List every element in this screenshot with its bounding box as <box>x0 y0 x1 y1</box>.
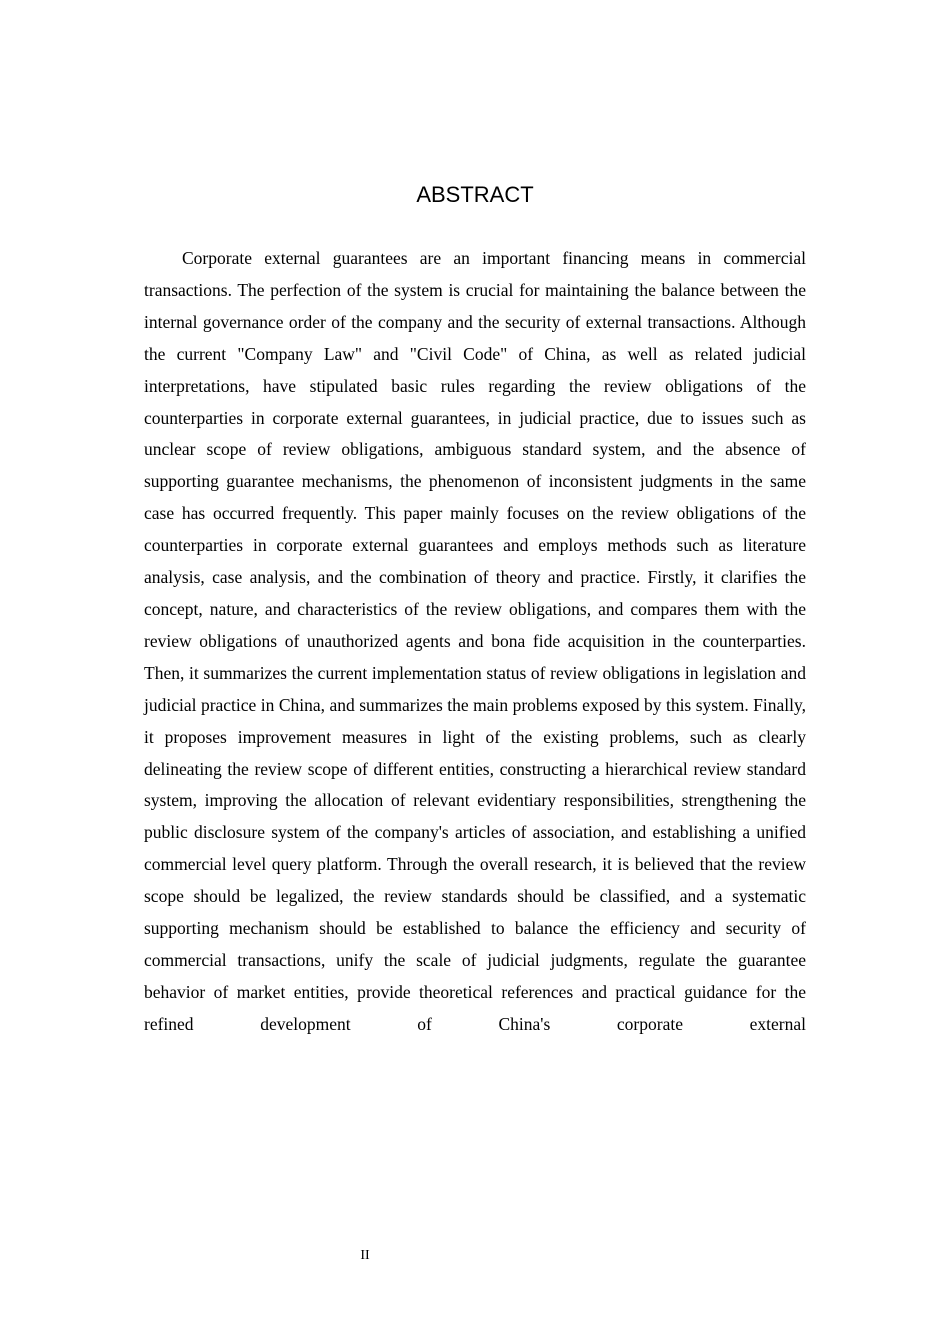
abstract-paragraph: Corporate external guarantees are an important financing means in commercial transactions. The perfection of the system is crucial for maintaining the balance between the internal governance order of the company and the security of external transactions. Although the current "Company Law" and "Civil Code" of China, as well as related judicial interpretations, have stipulated basic rules regarding the review obligations of the counterparties in corporate external guarantees, in judicial practice, due to issues such as unclear scope of review obligations, ambiguous standard system, and the absence of supporting guarantee mechanisms, the phenomenon of inconsistent judgments in the same case has occurred frequently. This paper mainly focuses on the review obligations of the counterparties in corporate external guarantees and employs methods such as literature analysis, case analysis, and the combination of theory and practice. Firstly, it clarifies the concept, nature, and characteristics of the review obligations, and compares them with the review obligations of unauthorized agents and bona fide acquisition in the counterparties. Then, it summarizes the current implementation status of review obligations in legislation and judicial practice in China, and summarizes the main problems exposed by this system. Finally, it proposes improvement measures in light of the existing problems, such as clearly delineating the review scope of different entities, constructing a hierarchical review standard system, improving the allocation of relevant evidentiary responsibilities, strengthening the public disclosure system of the company's articles of association, and establishing a unified commercial level query platform. Through the overall research, it is believed that the review scope should be legalized, the review standards should be classified, and a systematic supporting mechanism should be established to balance the efficiency and security of commercial transactions, unify the scale of judicial judgments, regulate the guarantee behavior of market entities, provide theoretical references and practical guidance for the refined development of China's corporate external <box>144 248 806 1034</box>
page-number: II <box>360 1248 370 1263</box>
abstract-title: ABSTRACT <box>416 182 534 207</box>
